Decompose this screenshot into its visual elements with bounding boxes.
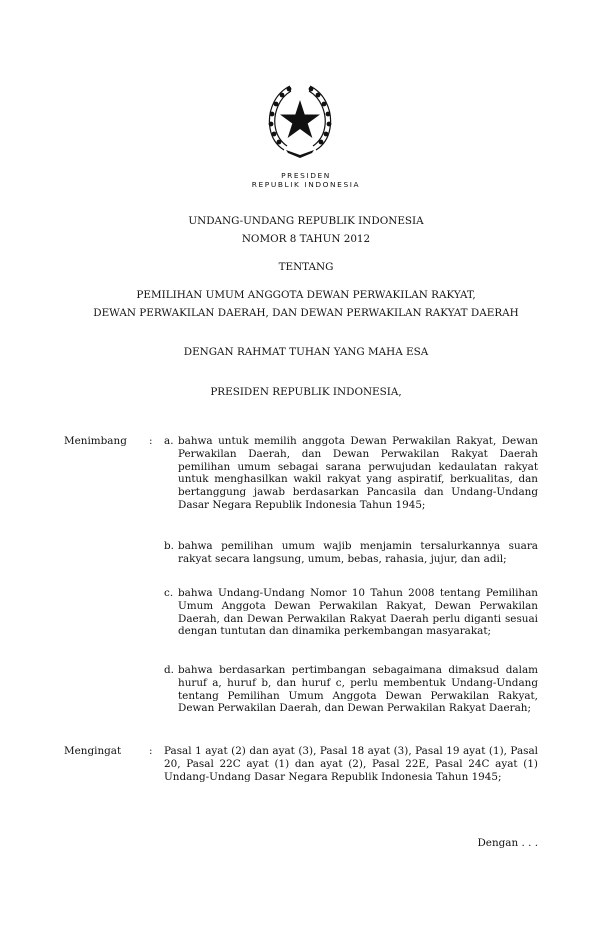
menimbang-item-d-marker: d.	[164, 664, 174, 676]
law-title: UNDANG-UNDANG REPUBLIK INDONESIA	[188, 215, 424, 227]
menimbang-item-b-text: bahwa pemilihan umum wajib menjamin tersalurkannya suara rakyat secara langsung, umum, bebas, rahasia, jujur, dan adil;	[178, 540, 538, 565]
law-number: NOMOR 8 TAHUN 2012	[241, 233, 371, 245]
emblem-caption-line2: REPUBLIK INDONESIA	[251, 180, 361, 189]
garuda-star-emblem-icon	[260, 80, 340, 158]
mengingat-colon: :	[149, 745, 153, 757]
law-tentang: TENTANG	[278, 261, 334, 273]
menimbang-item-c-marker: c.	[164, 587, 174, 599]
blessing-line: DENGAN RAHMAT TUHAN YANG MAHA ESA	[183, 346, 429, 358]
menimbang-item-d-text: bahwa berdasarkan pertimbangan sebagaimana dimaksud dalam huruf a, huruf b, dan huruf c, perlu membentuk Undang-Undang tentang Pemilihan Umum Anggota Dewan Perwakilan Rakyat, Dewan Perwakilan Daerah, dan Dewan Perwakilan Rakyat Daerah;	[178, 664, 538, 715]
menimbang-item-a-text: bahwa untuk memilih anggota Dewan Perwakilan Rakyat, Dewan Perwakilan Daerah, dan Dewan Perwakilan Rakyat Daerah pemilihan umum sebagai sarana perwujudan kedaulatan rakyat untuk menghasilkan wakil rakyat yang aspiratif, berkualitas, dan bertanggung jawab berdasarkan Pancasila dan Undang-Undang Dasar Negara Republik Indonesia Tahun 1945;	[178, 435, 538, 511]
menimbang-item-a-marker: a.	[164, 435, 174, 447]
president-line: PRESIDEN REPUBLIK INDONESIA,	[210, 386, 402, 398]
page-continuation: Dengan . . .	[477, 837, 538, 849]
menimbang-label: Menimbang	[64, 435, 127, 447]
mengingat-label: Mengingat	[64, 745, 122, 757]
law-subject-line1: PEMILIHAN UMUM ANGGOTA DEWAN PERWAKILAN RAKYAT,	[136, 289, 476, 301]
emblem-caption-line1: PRESIDEN	[281, 171, 331, 180]
mengingat-text: Pasal 1 ayat (2) dan ayat (3), Pasal 18 ayat (3), Pasal 19 ayat (1), Pasal 20, Pasal 22C ayat (1) dan ayat (2), Pasal 22E, Pasal 24C ayat (1) Undang-Undang Dasar Negara Republik Indonesia Tahun 1945;	[164, 745, 538, 783]
menimbang-colon: :	[149, 435, 153, 447]
menimbang-item-c-text: bahwa Undang-Undang Nomor 10 Tahun 2008 tentang Pemilihan Umum Anggota Dewan Perwakilan Rakyat, Dewan Perwakilan Daerah, dan Dewan Perwakilan Rakyat Daerah perlu diganti sesuai dengan tuntutan dan dinamika perkembangan masyarakat;	[178, 587, 538, 638]
menimbang-item-b-marker: b.	[164, 540, 174, 552]
law-subject-line2: DEWAN PERWAKILAN DAERAH, DAN DEWAN PERWAKILAN RAKYAT DAERAH	[93, 307, 519, 319]
